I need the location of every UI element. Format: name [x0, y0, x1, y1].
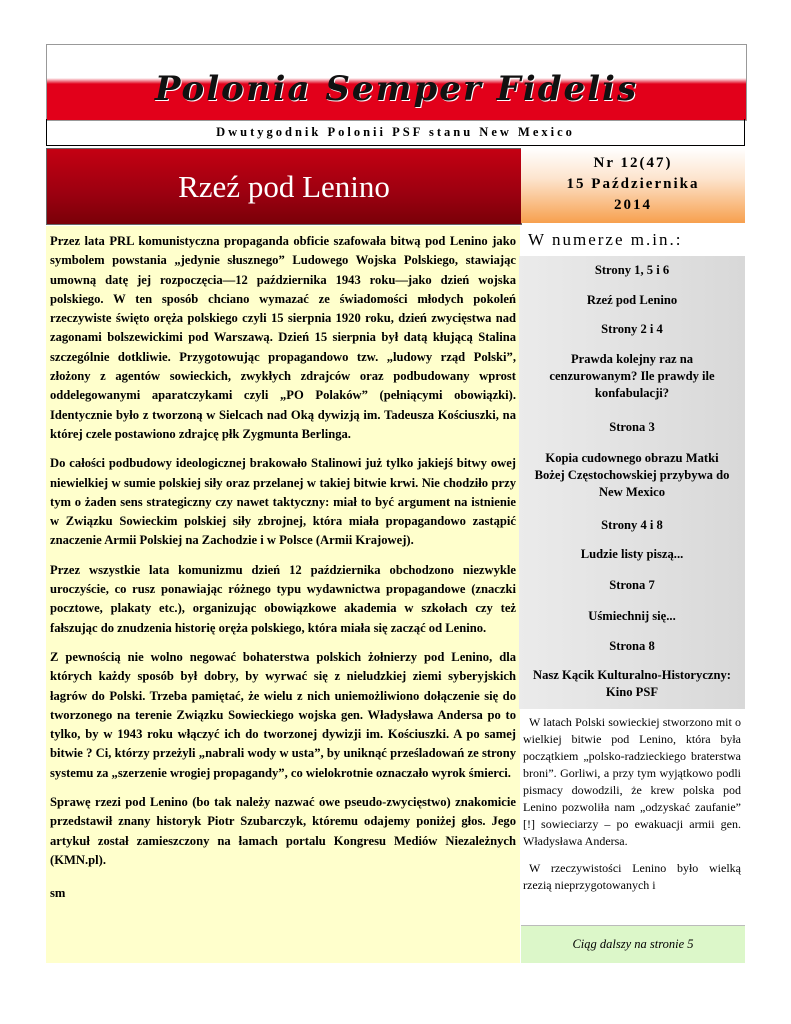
toc-item: Kopia cudownego obrazu Matki Bożej Częstochowskiej przybywa do New Mexico	[534, 451, 730, 499]
toc-item: Strony 2 i 4	[601, 322, 663, 336]
article-paragraph: Przez lata PRL komunistyczna propaganda obficie szafowała bitwą pod Lenino jako symbolem powstania „jedynie słusznego” Ludowego Wojska Polskiego, stawiając umowną datę jej rozpoczęcia—12 października 1943 roku—jako dzień wojska polskiego. W ten sposób chciano wymazać ze świadomości młodych pokoleń rzeczywiste święto oręża polskiego czyli 15 sierpnia 1920 roku, dzień zwycięstwa nad zagonami bolszewickimi pod Warszawą. Dzień 15 sierpnia był datą kłującą Stalina szczególnie dotkliwie. Przygotowując propagandowo tzw. „ludowy rząd Polski”, złożony z agentów sowieckich, zwykłych zdrajców oraz podbudowany wprost oddelegowanymi aparatczykami czyli „PO Polaków” (pełniącymi obowiązki). Identycznie było z tworzoną w Sielcach nad Oką dywizją im. Tadeusza Kościuszki, na której czele postawiono zdrajcę płk Zygmunta Berlinga.	[50, 234, 516, 441]
toc-item: Nasz Kącik Kulturalno-Historyczny: Kino PSF	[533, 668, 731, 699]
masthead-banner	[46, 44, 747, 121]
article-paragraph: Z pewnością nie wolno negować bohaterstwa polskich żołnierzy pod Lenino, dla których każdy sposób był dobry, by wyrwać się z nieludzkiej ziemi syberyjskich łagrów do Polski. Trzeba pamiętać, że wielu z nich uniemożliwiono dołączenie się do tworzonego na terenie Związku Sowieckiego wojska gen. Władysława Andersa po to tylko, by w 1943 roku włączyć ich do tworzonej dywizji im. Kościuszki. A po samej bitwie ? Ci, którzy przeżyli „nabrali wody w usta”, by uniknąć prześladowań ze strony systemu za „szerzenie wrogiej propagandy”, co wielokrotnie oznaczało wyrok śmierci.	[50, 649, 516, 780]
toc-item: Strona 3	[609, 420, 655, 434]
toc-item: Ludzie listy piszą...	[580, 547, 684, 561]
headline-title: Rzeź pod Lenino	[178, 169, 390, 204]
toc-item: Uśmiechnij się...	[588, 609, 676, 623]
article-paragraph: Do całości podbudowy ideologicznej brakowało Stalinowi już tylko jakiejś bitwy owej niewielkiej w sumie polskiej siły oraz przelanej w takiej bitwie krwi. Nie chodziło przy tym o żaden sens strategiczny czy nawet taktyczny: miał to być argument na istnienie w Związku Sowieckim polskiej siły zbrojnej, która miała propagandowo zastąpić znaczenie Armii Polskiej na Zachodzie i w Polsce (Armii Krajowej).	[50, 456, 516, 548]
toc-item: Strona 8	[609, 639, 655, 653]
masthead-title: Polonia Semper Fidelis	[154, 69, 639, 109]
main-article	[46, 226, 520, 963]
sidebar-heading: W numerze m.in.:	[528, 230, 683, 249]
toc-item: Strona 7	[609, 578, 655, 592]
toc-item: Prawda kolejny raz na cenzurowanym? Ile prawdy ile konfabulacji?	[549, 352, 715, 400]
headline-banner	[46, 148, 522, 225]
toc-item: Rzeź pod Lenino	[586, 293, 678, 307]
sidebar-article	[519, 714, 745, 904]
article-paragraph: Przez wszystkie lata komunizmu dzień 12 października obchodzono niezwykle uroczyście, co rusz ponawiając różnego typu wydawnictwa propagandowe (znaczki pocztowe, plakaty etc.), organizując obowiązkowe akademia w szkołach czy też fałszując do znudzenia historię oręża polskiego, która miała się zacząć od Lenino.	[50, 562, 516, 635]
article-paragraph: Sprawę rzezi pod Lenino (bo tak należy nazwać owe pseudo-zwycięstwo) znakomicie przedstawił znany historyk Piotr Szubarczyk, któremu odajemy poniżej głos. Jego artykuł został zamieszczony na łamach portalu Kongresu Mediów Niezależnych (KMN.pl).	[50, 795, 516, 867]
masthead-subtitle: Dwutygodnik Polonii PSF stanu New Mexico	[46, 119, 745, 146]
article-signature: sm	[50, 886, 66, 901]
issue-date-line1: 15 Października	[566, 176, 700, 192]
table-of-contents	[519, 256, 745, 709]
toc-item: Strony 1, 5 i 6	[594, 263, 670, 277]
issue-date-line2: 2014	[614, 197, 652, 213]
issue-info-box	[521, 148, 745, 223]
sidebar-paragraph: W latach Polski sowieckiej stworzono mit o wielkiej bitwie pod Lenino, która była początkiem „polsko-radzieckiego braterstwa broni”. Gorliwi, a przy tym wyjątkowo podli pismacy dowodzili, że krew polska pod Lenino pozwoliła nam „odzyskać zaufanie” [!] sowieciarzy – po ewakuacji armii gen. Władysława Andersa.	[523, 715, 741, 848]
continued-note: Ciąg dalszy na stronie 5	[521, 925, 745, 963]
toc-item: Strony 4 i 8	[601, 518, 663, 532]
sidebar-paragraph: W rzeczywistości Lenino było wielką rzezią nieprzygotowanych i	[523, 861, 741, 892]
issue-number: Nr 12(47)	[593, 155, 673, 171]
